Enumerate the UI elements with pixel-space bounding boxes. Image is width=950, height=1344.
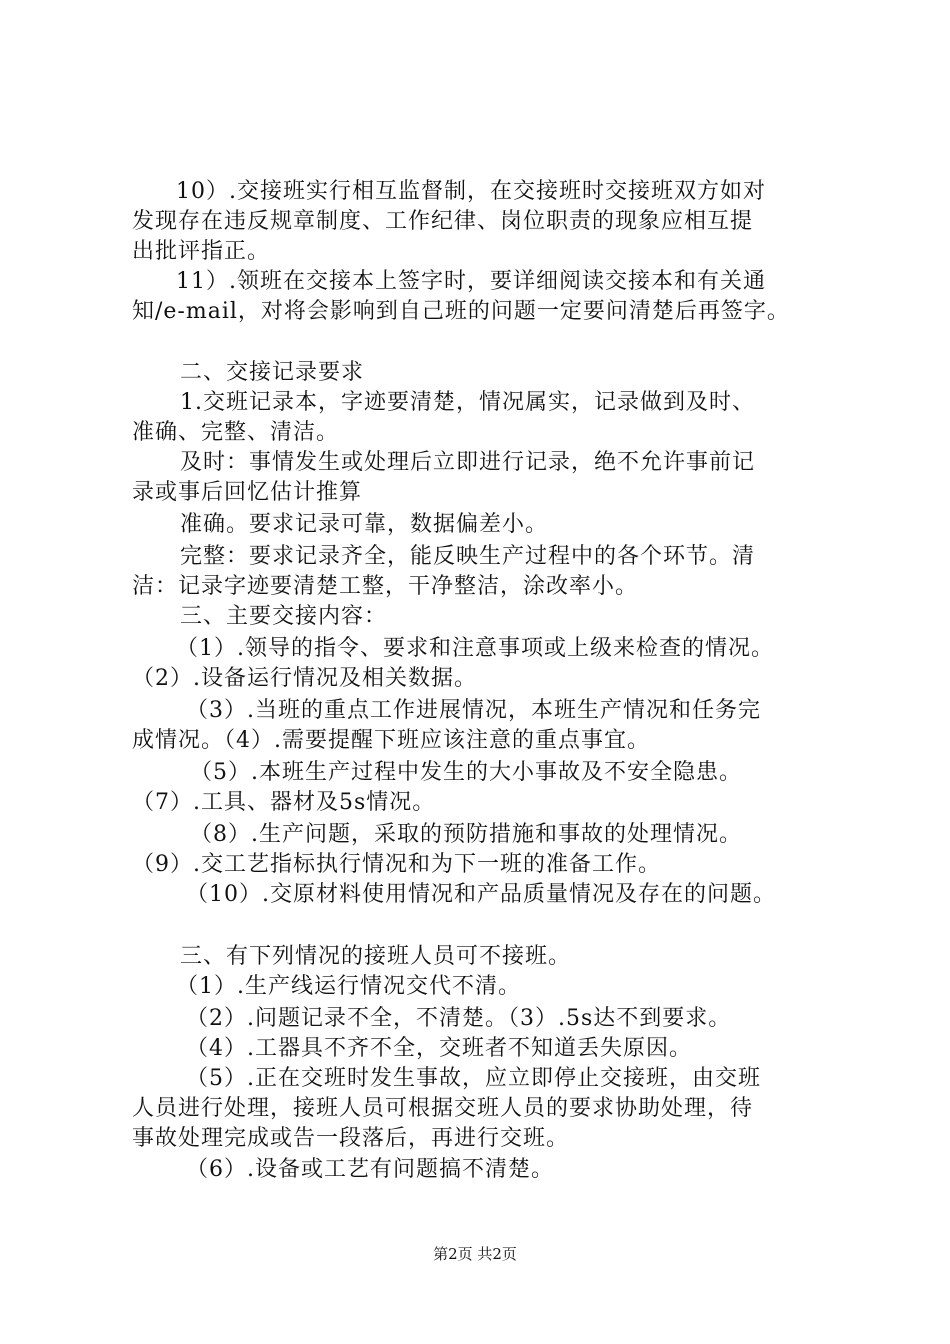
text-line-9: 及时：事情发生或处理后立即进行记录，绝不允许事前记 — [180, 450, 756, 475]
text-line-22: （9）.交工艺指标执行情况和为下一班的准备工作。 — [132, 852, 661, 877]
text-line-15: （1）.领导的指令、要求和注意事项或上级来检查的情况。 — [176, 636, 774, 661]
text-line-2: 发现存在违反规章制度、工作纪律、岗位职责的现象应相互提 — [132, 209, 754, 234]
section-heading-content: 三、主要交接内容： — [180, 604, 388, 629]
text-line-17: （3）.当班的重点工作进展情况，本班生产情况和任务完 — [186, 698, 761, 723]
text-line-13: 洁：记录字迹要清楚工整，干净整洁，涂改率小。 — [132, 574, 639, 599]
text-line-7: 1.交班记录本，字迹要清楚，情况属实，记录做到及时、 — [180, 390, 755, 415]
text-line-19: （5）.本班生产过程中发生的大小事故及不安全隐患。 — [190, 760, 742, 785]
text-line-18: 成情况。（4）.需要提醒下班应该注意的重点事宜。 — [132, 728, 650, 753]
text-line-31: （6）.设备或工艺有问题搞不清楚。 — [186, 1157, 554, 1182]
text-line-12: 完整：要求记录齐全，能反映生产过程中的各个环节。清 — [180, 544, 756, 569]
text-line-8: 准确、完整、清洁。 — [132, 420, 340, 445]
text-line-1: 10）.交接班实行相互监督制，在交接班时交接班双方如对 — [176, 179, 766, 204]
text-line-26: （2）.问题记录不全，不清楚。（3）.5s达不到要求。 — [186, 1006, 732, 1031]
text-line-28: （5）.正在交班时发生事故，应立即停止交接班，由交班 — [186, 1066, 761, 1091]
text-line-25: （1）.生产线运行情况交代不清。 — [176, 974, 521, 999]
text-line-29: 人员进行处理，接班人员可根据交班人员的要求协助处理，待 — [132, 1096, 754, 1121]
text-line-5: 知/e-mail，对将会影响到自己班的问题一定要问清楚后再签字。 — [132, 299, 790, 324]
section-heading-refuse: 三、有下列情况的接班人员可不接班。 — [180, 944, 572, 969]
text-line-11: 准确。要求记录可靠，数据偏差小。 — [180, 512, 549, 537]
text-line-27: （4）.工器具不齐不全，交班者不知道丢失原因。 — [186, 1036, 692, 1061]
text-line-20: （7）.工具、器材及5s情况。 — [132, 790, 436, 815]
page-number-footer: 第2页 共2页 — [433, 1245, 517, 1263]
text-line-30: 事故处理完成或告一段落后，再进行交班。 — [132, 1126, 570, 1151]
text-line-3: 出批评指正。 — [132, 239, 271, 264]
text-line-23: （10）.交原材料使用情况和产品质量情况及存在的问题。 — [186, 882, 776, 907]
text-line-16: （2）.设备运行情况及相关数据。 — [132, 666, 477, 691]
text-line-4: 11）.领班在交接本上签字时，要详细阅读交接本和有关通 — [176, 269, 766, 294]
text-line-10: 录或事后回忆估计推算 — [132, 480, 363, 505]
section-heading-recording: 二、交接记录要求 — [180, 360, 365, 385]
text-line-21: （8）.生产问题，采取的预防措施和事故的处理情况。 — [190, 822, 742, 847]
